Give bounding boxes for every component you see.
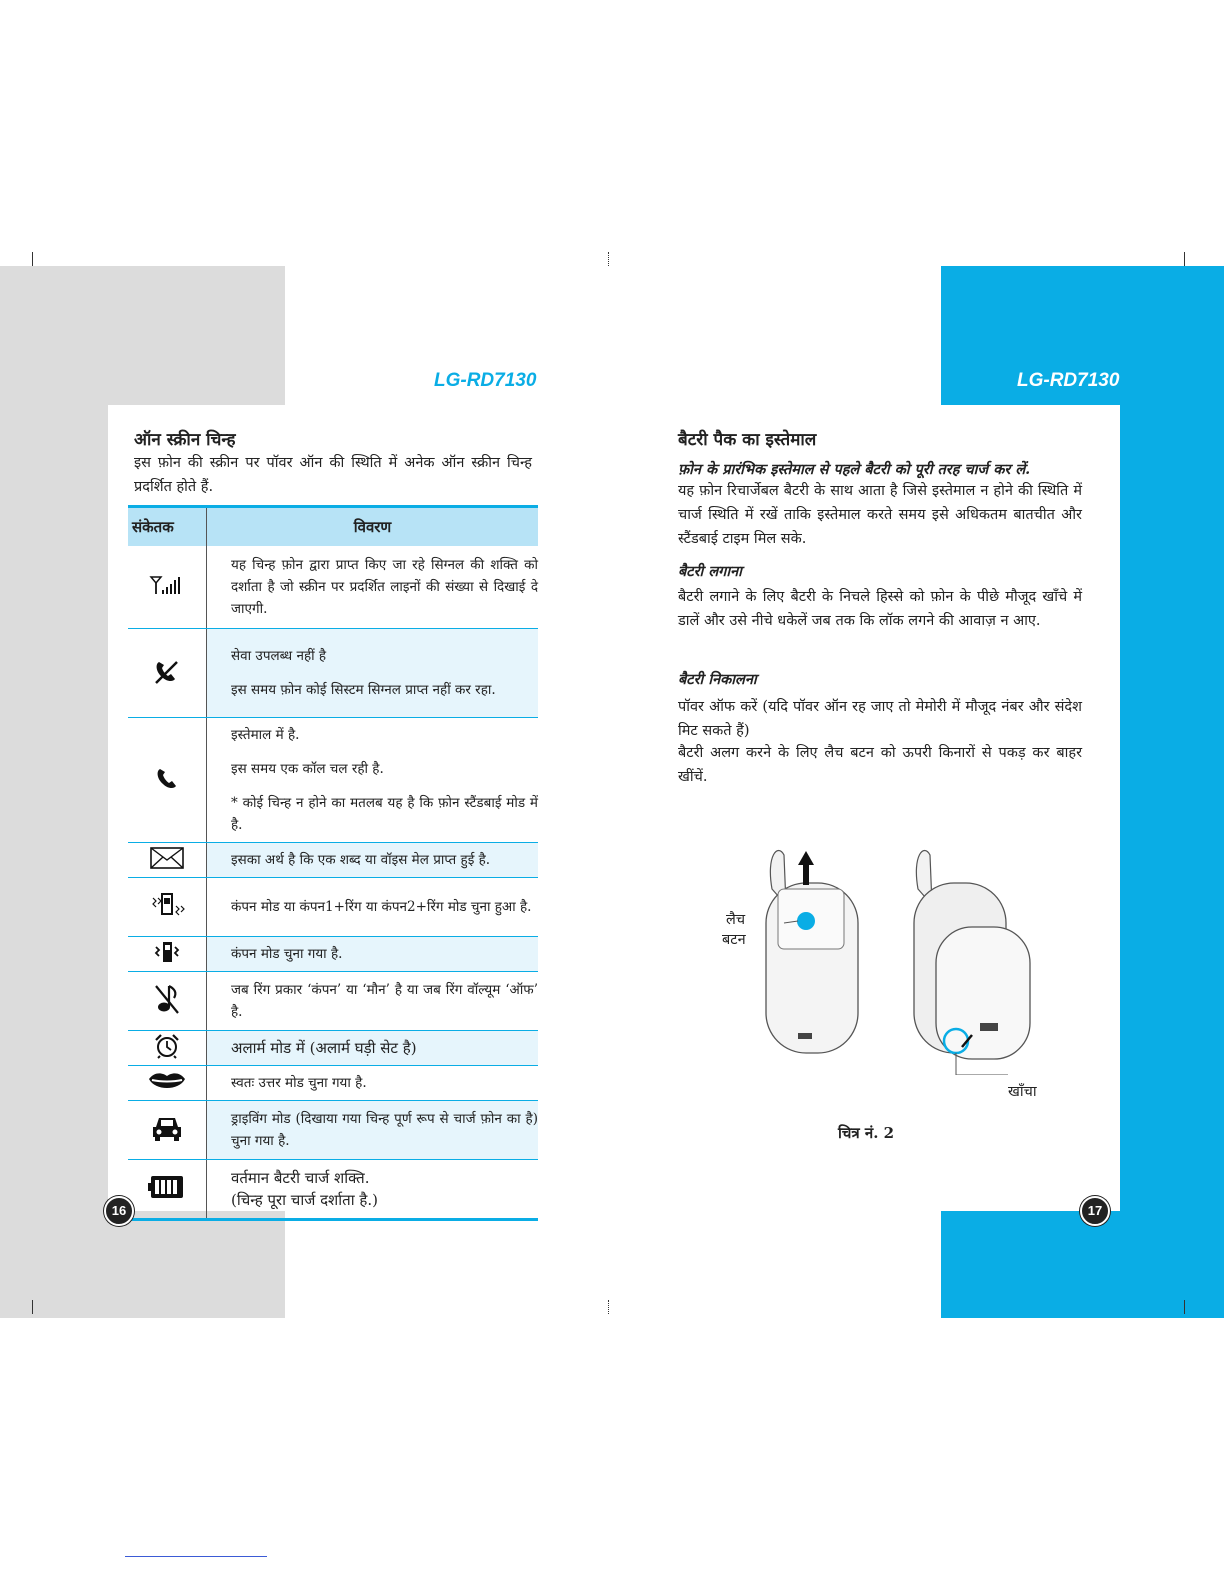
latch-label bbox=[726, 909, 745, 929]
table-row bbox=[128, 937, 538, 972]
left-page bbox=[108, 405, 542, 1211]
page-number-right: 17 bbox=[1080, 1196, 1110, 1226]
model-name-left: LG-RD7130 bbox=[434, 370, 537, 391]
table-row bbox=[128, 972, 538, 1031]
model-name-right: LG-RD7130 bbox=[1017, 370, 1120, 391]
battery-intro-text: यह फ़ोन रिचार्जेबल बैटरी के साथ आता है जिसे इस्तेमाल न होने की स्थिति में चार्ज स्थिति में रखें ताकि इस्तेमाल करते समय इसे अधिकतम बातचीत और स्टैंडबाई टाइम मिल सके. bbox=[678, 483, 1082, 547]
table-row bbox=[128, 718, 538, 843]
table-row bbox=[128, 843, 538, 878]
remove-text: पॉवर ऑफ करें (यदि पॉवर ऑन रह जाए तो मेमोरी में मौजूद नंबर और संदेश मिट सकते हैं) bbox=[678, 699, 1082, 739]
charge-note: फ़ोन के प्रारंभिक इस्तेमाल से पहले बैटरी को पूरी तरह चार्ज कर लें. bbox=[678, 461, 1031, 478]
row-description: इस समय फ़ोन कोई सिस्टम सिग्नल प्राप्त नहीं कर रहा. bbox=[231, 682, 496, 698]
crop-mark bbox=[1184, 252, 1185, 266]
crop-mark bbox=[32, 1300, 33, 1314]
latch-label-line: बटन bbox=[722, 932, 746, 948]
row-description: इस समय एक कॉल चल रही है. bbox=[231, 761, 384, 777]
table-row bbox=[128, 1101, 538, 1160]
row-description: ड्राइविंग मोड (दिखाया गया चिन्ह पूर्ण रूप से चार्ज फ़ोन का है) चुना गया है. bbox=[231, 1111, 538, 1149]
intro-text: इस फ़ोन की स्क्रीन पर पॉवर ऑन की स्थिति में अनेक ऑन स्क्रीन चिन्ह प्रदर्शित होते हैं. bbox=[134, 455, 532, 495]
row-description: वर्तमान बैटरी चार्ज शक्ति. bbox=[231, 1169, 370, 1187]
footer-link-line bbox=[125, 1556, 267, 1557]
on-screen-symbols-table bbox=[128, 505, 538, 1221]
row-description: कंपन मोड चुना गया है. bbox=[231, 946, 343, 962]
remove-heading: बैटरी निकालना bbox=[678, 671, 757, 688]
row-description: स्वतः उत्तर मोड चुना गया है. bbox=[231, 1075, 367, 1091]
page-number-left: 16 bbox=[104, 1196, 134, 1226]
alarm-clock-icon bbox=[153, 1033, 181, 1059]
battery-full-icon bbox=[147, 1174, 187, 1200]
column-header-description: विवरण bbox=[207, 507, 539, 547]
center-crop-mark bbox=[608, 252, 609, 266]
silent-mode-icon bbox=[153, 983, 181, 1015]
remove-text: बैटरी अलग करने के लिए लैच बटन को ऊपरी किनारों से पकड़ कर बाहर खींचें. bbox=[678, 745, 1082, 785]
in-use-call-icon bbox=[154, 766, 180, 790]
row-description: इस्तेमाल में है. bbox=[231, 727, 300, 743]
page-title: ऑन स्क्रीन चिन्ह bbox=[134, 430, 236, 450]
table-row bbox=[128, 1160, 538, 1220]
crop-mark bbox=[32, 252, 33, 266]
latch-label bbox=[722, 929, 746, 949]
install-text: बैटरी लगाने के लिए बैटरी के निचले हिस्से को फ़ोन के पीछे मौजूद खाँचे में डालें और उसे नीचे धकेलें जब तक कि लॉक लगने की आवाज़ न आए. bbox=[678, 589, 1082, 629]
latch-label-line: लैच bbox=[726, 912, 746, 928]
crop-mark bbox=[1184, 1300, 1185, 1314]
row-description: * कोई चिन्ह न होने का मतलब यह है कि फ़ोन स्टैंडबाई मोड में है. bbox=[231, 795, 538, 833]
row-description: कंपन मोड या कंपन1+रिंग या कंपन2+रिंग मोड चुना हुआ है. bbox=[231, 899, 532, 915]
table-row bbox=[128, 629, 538, 718]
message-envelope-icon bbox=[149, 846, 185, 870]
install-heading: बैटरी लगाना bbox=[678, 563, 742, 580]
vibrate-mode-icon bbox=[152, 939, 182, 965]
column-header-indicator: संकेतक bbox=[128, 507, 207, 547]
row-description: सेवा उपलब्ध नहीं है bbox=[231, 648, 327, 664]
table-row bbox=[128, 546, 538, 629]
row-description: (चिन्ह पूरा चार्ज दर्शाता है.) bbox=[231, 1191, 378, 1209]
vibrate-ring-icon bbox=[147, 890, 187, 920]
no-service-icon bbox=[153, 658, 181, 684]
row-description: अलार्म मोड में (अलार्म घड़ी सेट है) bbox=[231, 1039, 417, 1057]
auto-answer-lips-icon bbox=[147, 1069, 187, 1093]
table-row bbox=[128, 1066, 538, 1101]
center-crop-mark bbox=[608, 1300, 609, 1314]
row-description: जब रिंग प्रकार ‘कंपन’ या ‘मौन’ है या जब रिंग वॉल्यूम ‘ऑफ’ है. bbox=[231, 982, 538, 1020]
right-page bbox=[678, 405, 1120, 1211]
slot-label: खाँचा bbox=[1008, 1084, 1037, 1100]
signal-strength-icon bbox=[149, 574, 185, 596]
row-description: यह चिन्ह फ़ोन द्वारा प्राप्त किए जा रहे सिग्नल की शक्ति को दर्शाता है जो स्क्रीन पर प्रदर्शित लाइनों की संख्या से दिखाई दे जाएगी. bbox=[231, 557, 538, 617]
figure-caption: चित्र नं. 2 bbox=[838, 1124, 895, 1142]
driving-car-icon bbox=[150, 1113, 184, 1143]
section-title: बैटरी पैक का इस्तेमाल bbox=[678, 430, 817, 450]
table-row bbox=[128, 1031, 538, 1066]
battery-removal-illustration bbox=[758, 845, 1058, 1075]
table-row bbox=[128, 878, 538, 937]
row-description: इसका अर्थ है कि एक शब्द या वॉइस मेल प्राप्त हुई है. bbox=[231, 852, 491, 868]
